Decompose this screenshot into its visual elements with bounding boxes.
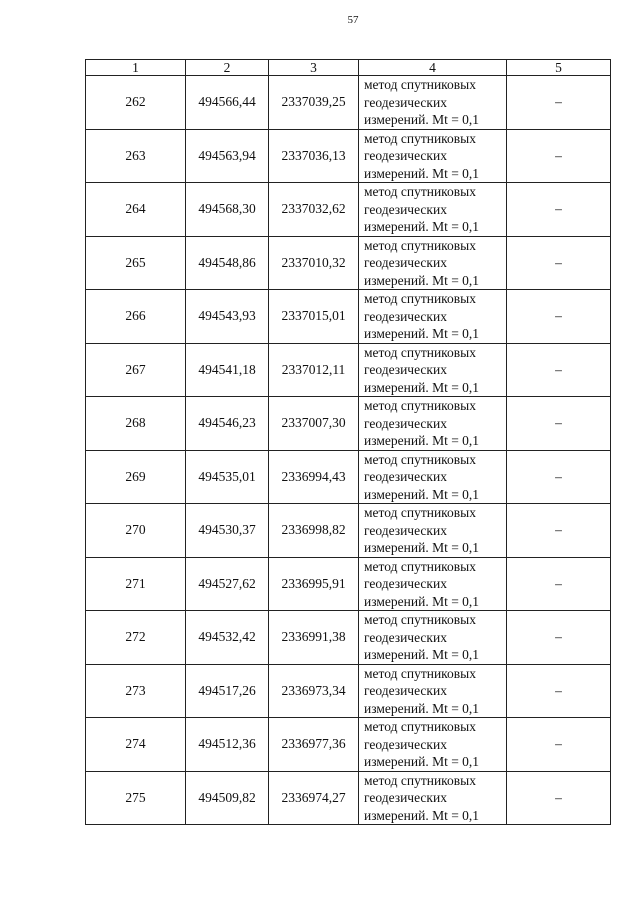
table-row — [86, 183, 611, 237]
method-line: измерений. Mt = 0,1 — [364, 700, 480, 716]
method-line: метод спутниковых — [364, 612, 476, 627]
x-coordinate-cell: 494530,37 — [186, 504, 269, 558]
note-cell: – — [507, 236, 611, 290]
point-number-cell: 273 — [86, 664, 186, 718]
y-coordinate-cell: 2337032,62 — [269, 183, 359, 237]
x-coordinate-cell: 494532,42 — [186, 611, 269, 665]
x-coordinate-cell: 494548,86 — [186, 236, 269, 290]
method-line: геодезических — [364, 308, 447, 324]
method-cell — [359, 76, 507, 130]
method-line: метод спутниковых — [364, 291, 476, 306]
method-line: метод спутниковых — [364, 344, 476, 360]
y-coordinate-cell: 2336977,36 — [269, 718, 359, 772]
note-cell: – — [507, 718, 611, 772]
x-coordinate-cell: 494509,82 — [186, 771, 269, 825]
x-coordinate-cell: 494568,30 — [186, 183, 269, 237]
method-line: геодезических — [364, 522, 447, 538]
y-coordinate-cell: 2336991,38 — [269, 611, 359, 665]
method-line: измерений. Mt = 0,1 — [364, 807, 480, 823]
note-cell: – — [507, 129, 611, 183]
method-line: метод спутниковых — [364, 77, 476, 92]
point-number-cell: 269 — [86, 450, 186, 504]
x-coordinate-cell: 494512,36 — [186, 718, 269, 772]
method-cell — [359, 450, 507, 504]
y-coordinate-cell: 2336998,82 — [269, 504, 359, 558]
point-number-cell: 275 — [86, 771, 186, 825]
header-col-2: 2 — [186, 60, 269, 76]
method-line: измерений. Mt = 0,1 — [364, 219, 480, 234]
table-row — [86, 290, 611, 344]
method-cell — [359, 183, 507, 237]
y-coordinate-cell: 2337010,32 — [269, 236, 359, 290]
point-number-cell: 267 — [86, 343, 186, 397]
coordinates-table — [85, 59, 611, 825]
point-number-cell: 272 — [86, 611, 186, 665]
note-cell: – — [507, 290, 611, 344]
header-col-1: 1 — [86, 60, 186, 76]
method-line: геодезических — [364, 148, 447, 163]
method-cell — [359, 771, 507, 825]
method-line: метод спутниковых — [364, 558, 476, 574]
table-row — [86, 397, 611, 451]
method-line: метод спутниковых — [364, 398, 476, 413]
table-row — [86, 504, 611, 558]
method-line: геодезических — [364, 790, 447, 805]
table-row — [86, 129, 611, 183]
method-line: геодезических — [364, 629, 447, 645]
note-cell: – — [507, 76, 611, 130]
point-number-cell: 263 — [86, 129, 186, 183]
header-col-5: 5 — [507, 60, 611, 76]
method-cell — [359, 557, 507, 611]
method-cell — [359, 290, 507, 344]
method-line: измерений. Mt = 0,1 — [364, 754, 480, 769]
x-coordinate-cell: 494546,23 — [186, 397, 269, 451]
y-coordinate-cell: 2337039,25 — [269, 76, 359, 130]
table-body — [86, 76, 611, 825]
note-cell: – — [507, 397, 611, 451]
point-number-cell: 274 — [86, 718, 186, 772]
method-line: метод спутниковых — [364, 130, 476, 146]
method-line: измерений. Mt = 0,1 — [364, 326, 480, 341]
method-line: геодезических — [364, 683, 447, 698]
note-cell: – — [507, 771, 611, 825]
y-coordinate-cell: 2337012,11 — [269, 343, 359, 397]
table-row — [86, 664, 611, 718]
method-line: метод спутниковых — [364, 772, 476, 788]
y-coordinate-cell: 2336973,34 — [269, 664, 359, 718]
method-cell — [359, 397, 507, 451]
header-row — [86, 60, 611, 76]
method-cell — [359, 611, 507, 665]
table-row — [86, 771, 611, 825]
header-col-4: 4 — [359, 60, 507, 76]
note-cell: – — [507, 664, 611, 718]
method-line: геодезических — [364, 576, 447, 591]
method-line: метод спутниковых — [364, 665, 476, 681]
method-cell — [359, 129, 507, 183]
method-cell — [359, 236, 507, 290]
method-cell — [359, 343, 507, 397]
note-cell: – — [507, 450, 611, 504]
method-cell — [359, 504, 507, 558]
y-coordinate-cell: 2337007,30 — [269, 397, 359, 451]
method-line: измерений. Mt = 0,1 — [364, 112, 480, 127]
y-coordinate-cell: 2336994,43 — [269, 450, 359, 504]
point-number-cell: 266 — [86, 290, 186, 344]
method-line: геодезических — [364, 736, 447, 752]
x-coordinate-cell: 494563,94 — [186, 129, 269, 183]
table-row — [86, 76, 611, 130]
method-line: геодезических — [364, 255, 447, 270]
y-coordinate-cell: 2337015,01 — [269, 290, 359, 344]
method-line: геодезических — [364, 201, 447, 217]
page-number: 57 — [347, 14, 359, 26]
table-header — [86, 60, 611, 76]
header-col-3: 3 — [269, 60, 359, 76]
method-line: измерений. Mt = 0,1 — [364, 433, 480, 448]
method-line: метод спутниковых — [364, 719, 476, 734]
x-coordinate-cell: 494566,44 — [186, 76, 269, 130]
method-cell — [359, 664, 507, 718]
method-line: измерений. Mt = 0,1 — [364, 165, 480, 181]
method-line: измерений. Mt = 0,1 — [364, 647, 480, 662]
table-row — [86, 236, 611, 290]
method-line: геодезических — [364, 94, 447, 110]
method-line: измерений. Mt = 0,1 — [364, 486, 480, 502]
method-line: метод спутниковых — [364, 237, 476, 253]
note-cell: – — [507, 183, 611, 237]
table-row — [86, 611, 611, 665]
table-row — [86, 343, 611, 397]
method-line: измерений. Mt = 0,1 — [364, 272, 480, 288]
x-coordinate-cell: 494543,93 — [186, 290, 269, 344]
method-line: метод спутниковых — [364, 451, 476, 467]
note-cell: – — [507, 611, 611, 665]
method-line: геодезических — [364, 362, 447, 377]
point-number-cell: 262 — [86, 76, 186, 130]
table-row — [86, 557, 611, 611]
y-coordinate-cell: 2336995,91 — [269, 557, 359, 611]
method-line: геодезических — [364, 469, 447, 484]
point-number-cell: 268 — [86, 397, 186, 451]
point-number-cell: 271 — [86, 557, 186, 611]
table-row — [86, 718, 611, 772]
point-number-cell: 264 — [86, 183, 186, 237]
table-row — [86, 450, 611, 504]
method-line: метод спутниковых — [364, 505, 476, 520]
x-coordinate-cell: 494517,26 — [186, 664, 269, 718]
method-line: измерений. Mt = 0,1 — [364, 540, 480, 555]
method-cell — [359, 718, 507, 772]
note-cell: – — [507, 343, 611, 397]
method-line: измерений. Mt = 0,1 — [364, 379, 480, 395]
x-coordinate-cell: 494535,01 — [186, 450, 269, 504]
method-line: метод спутниковых — [364, 184, 476, 199]
method-line: измерений. Mt = 0,1 — [364, 593, 480, 609]
point-number-cell: 270 — [86, 504, 186, 558]
y-coordinate-cell: 2337036,13 — [269, 129, 359, 183]
note-cell: – — [507, 557, 611, 611]
y-coordinate-cell: 2336974,27 — [269, 771, 359, 825]
x-coordinate-cell: 494541,18 — [186, 343, 269, 397]
point-number-cell: 265 — [86, 236, 186, 290]
note-cell: – — [507, 504, 611, 558]
x-coordinate-cell: 494527,62 — [186, 557, 269, 611]
method-line: геодезических — [364, 415, 447, 431]
